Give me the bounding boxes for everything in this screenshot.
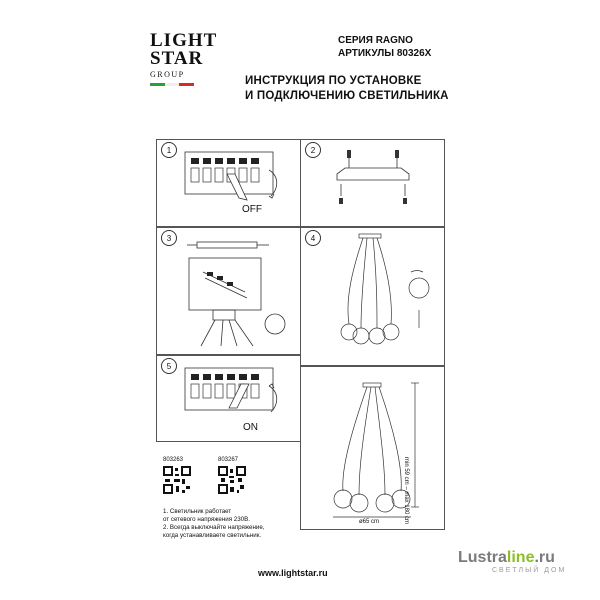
watermark-part-2: line: [506, 549, 535, 566]
wiring-connection-illustration: [157, 228, 300, 354]
step-4-number: 4: [305, 230, 321, 246]
step-5-panel: [156, 355, 301, 442]
step-5-on-label: ON: [243, 422, 258, 433]
watermark-part-1: Lustra: [458, 549, 507, 566]
chandelier-assembly-illustration: [301, 228, 444, 365]
article-numbers: АРТИКУЛЫ 80326X: [338, 48, 432, 59]
diameter-label: ø65 cm: [359, 519, 380, 525]
note-line-3: 2. Всегда выключайте напряжение,: [163, 524, 265, 531]
dimensions-panel: [300, 366, 445, 530]
website-url: www.lightstar.ru: [258, 568, 328, 578]
chandelier-dimensions-illustration: [301, 367, 444, 529]
safety-notes: [163, 508, 313, 540]
brand-logo: [150, 32, 216, 86]
mounting-bracket-illustration: [301, 140, 444, 226]
qr-label-2: 803267: [218, 457, 239, 463]
step-3-number: 3: [161, 230, 177, 246]
step-1-number: 1: [161, 142, 177, 158]
breaker-panel-off-illustration: [157, 140, 300, 226]
breaker-panel-on-illustration: [157, 356, 300, 441]
product-header: [338, 34, 431, 60]
step-3-panel: [156, 227, 301, 355]
height-dimension-label: min 59 cm – max 180 cm: [403, 457, 409, 525]
watermark-logo: [458, 549, 566, 574]
step-4-panel: [300, 227, 445, 366]
logo-line-3: GROUP: [150, 70, 185, 79]
title-line-1: ИНСТРУКЦИЯ ПО УСТАНОВКЕ: [245, 75, 422, 87]
step-2-number: 2: [305, 142, 321, 158]
step-5-number: 5: [161, 358, 177, 374]
watermark-subtitle: СВЕТЛЫЙ ДОМ: [492, 567, 567, 574]
qr-code-1-icon: [163, 466, 191, 494]
step-1-off-label: OFF: [242, 204, 262, 215]
document-title: [245, 74, 449, 104]
series-name: СЕРИЯ RAGNO: [338, 35, 413, 46]
logo-line-2: STAR: [150, 48, 204, 69]
title-line-2: И ПОДКЛЮЧЕНИЮ СВЕТИЛЬНИКА: [245, 90, 449, 102]
qr-label-1: 803263: [163, 457, 184, 463]
note-line-2: от сетевого напряжения 230В.: [163, 516, 250, 523]
note-line-4: когда устанавливаете светильник.: [163, 532, 262, 539]
step-1-panel: [156, 139, 301, 227]
note-line-1: 1. Светильник работает: [163, 508, 232, 515]
italian-flag-icon: [150, 83, 194, 86]
step-2-panel: [300, 139, 445, 227]
watermark-part-3: .ru: [534, 549, 555, 566]
qr-code-2-icon: [218, 466, 246, 494]
logo-line-1: LIGHT: [150, 30, 218, 51]
